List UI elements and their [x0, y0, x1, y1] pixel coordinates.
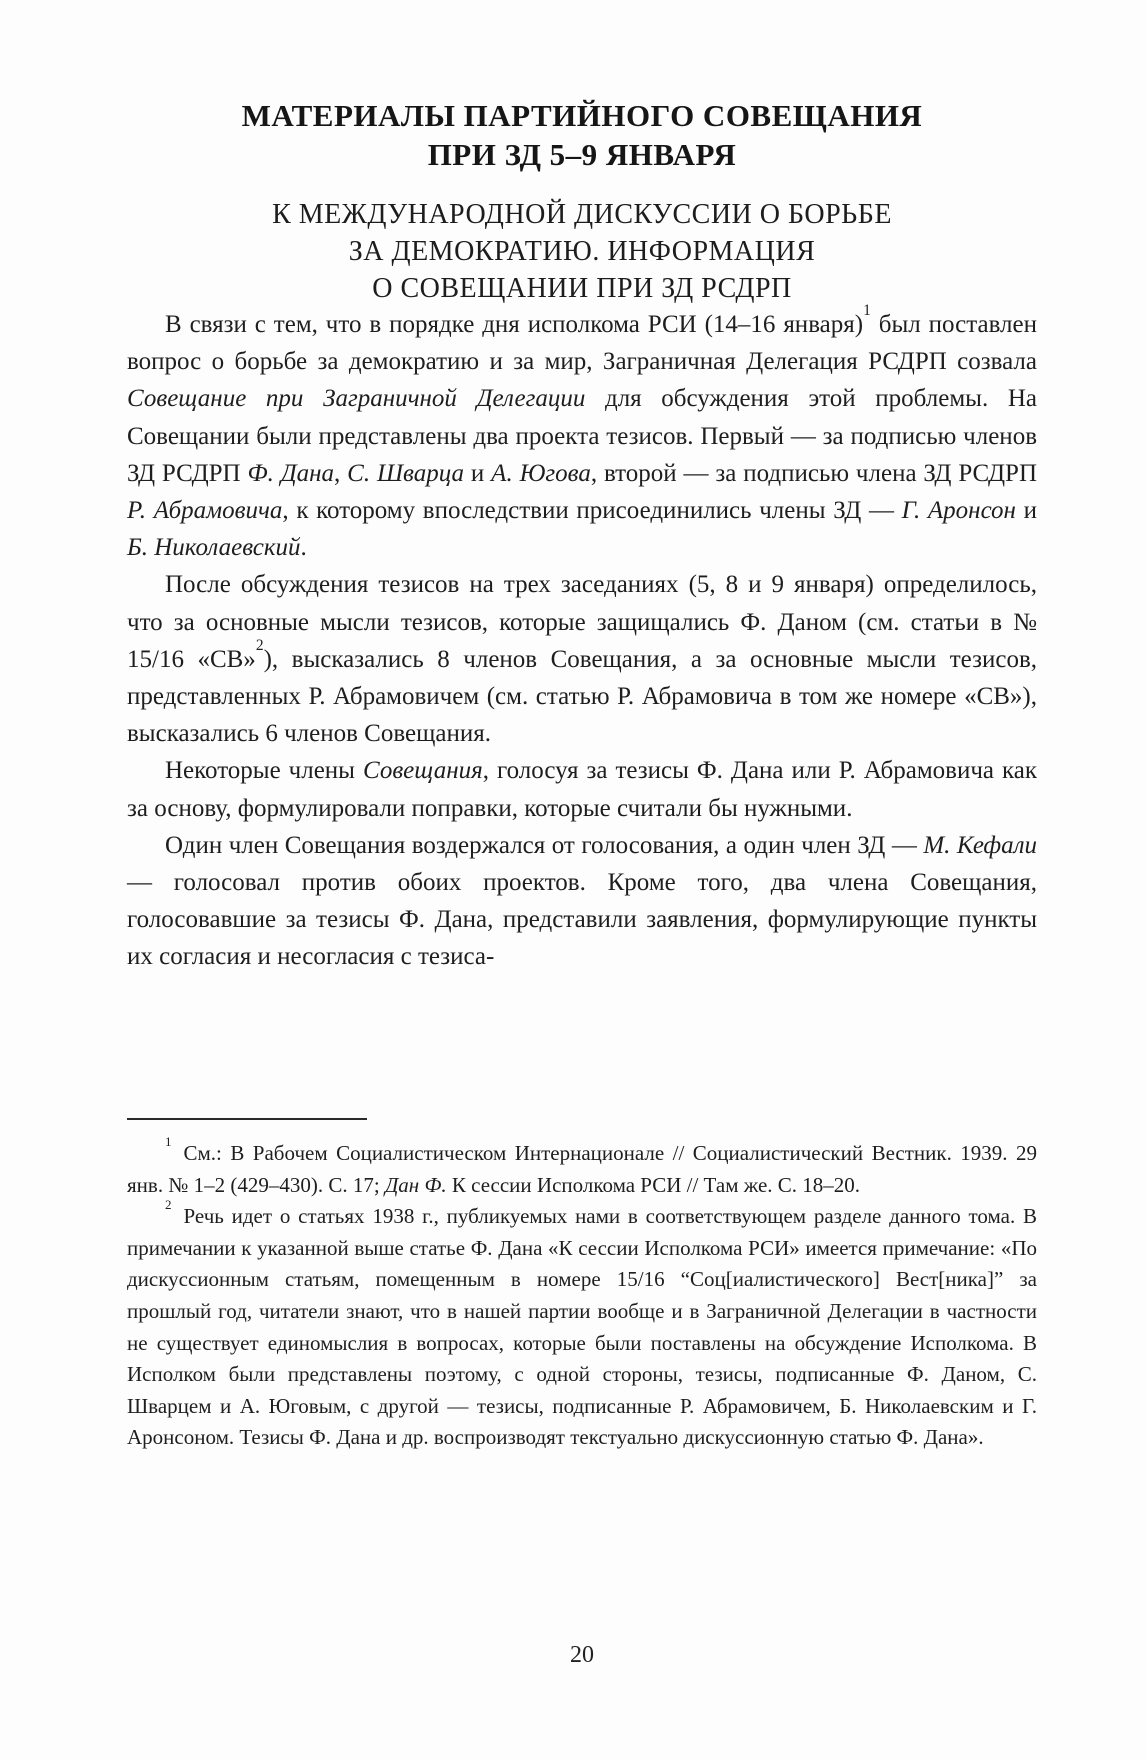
- emphasized-text-run: Совещания: [362, 757, 483, 785]
- text-run: Речь идет о статьях 1938 г., публикуемых нами в соответствующем разделе данного тома. В примечании к указанной выше статье Ф. Дана «К сессии Исполкома РСИ» имеется примечание: «По дискуссионным статьям, помещенным в номере 15/16 “Соц[иалистического] Вест[ника]” за прошлый год, читатели знают, что в нашей партии вообще и в Заграничной Делегации в частности не существует единомыслия в вопросах, которые были поставлены на обсуждение Исполкома. В Исполком были представлены поэтому, с одной стороны, тезисы, подписанные Ф. Даном, С. Шварцем и А. Юговым, с другой — тезисы, подписанные Р. Абрамовичем, Б. Николаевским и Г. Аронсоном. Тезисы Ф. Дана и др. воспроизводят текстуально дискуссионную статью Ф. Дана».: [127, 1204, 1037, 1450]
- text-run: для обсуждения этой проблемы. На Совещании были представлены два проекта тезисов. Первый — за подписью членов ЗД РСДРП: [127, 385, 1037, 487]
- footnote-marker: 1: [165, 1133, 172, 1149]
- text-run: Некоторые члены: [165, 757, 363, 785]
- emphasized-text-run: Дан Ф.: [384, 1172, 447, 1197]
- footnote-2: [127, 1196, 1037, 1454]
- text-run: К сессии Исполкома РСИ // Там же. С. 18–20.: [446, 1172, 861, 1197]
- emphasized-text-run: Б. Николаевский: [127, 534, 301, 562]
- paragraph-3: [127, 752, 1037, 826]
- emphasized-text-run: М. Кефали: [923, 831, 1037, 859]
- text-run: Один член Совещания воздержался от голосования, а один член ЗД —: [165, 831, 924, 859]
- footnote-reference: 1: [863, 301, 871, 319]
- emphasized-text-run: Совещание при Заграничной Делегации: [127, 385, 586, 413]
- text-run: .: [300, 534, 307, 562]
- footnote-text: [127, 1204, 1037, 1449]
- text-run: — голосовал против обоих проектов. Кроме того, два члена Совещания, голосовавшие за тезисы Ф. Дана, представили заявления, формулирующие пункты их согласия и несогласия с тезиса-: [127, 869, 1037, 971]
- paragraph-1: [127, 301, 1038, 566]
- footnote-separator-rule: [127, 1118, 367, 1120]
- section-heading: [127, 96, 1037, 174]
- text-run: был поставлен вопрос о борьбе за демократию и за мир, Заграничная Делегация РСДРП созвала: [127, 311, 1037, 376]
- text-run: В связи с тем, что в порядке дня исполкома РСИ (14–16 января): [165, 311, 864, 338]
- article-title-line: ЗА ДЕМОКРАТИЮ. ИНФОРМАЦИЯ: [348, 236, 816, 267]
- footnote-1: [127, 1133, 1037, 1201]
- text-run: ,: [334, 459, 348, 487]
- text-run: , к которому впоследствии присоединились члены ЗД —: [282, 497, 902, 525]
- body-text: [127, 301, 1038, 976]
- text-run: , второй — за подписью члена ЗД РСДРП: [590, 459, 1037, 487]
- page-number: 20: [570, 1642, 594, 1668]
- article-title-line: К МЕЖДУНАРОДНОЙ ДИСКУССИИ О БОРЬБЕ: [272, 199, 892, 230]
- paragraph-4: [127, 827, 1037, 976]
- text-run: После обсуждения тезисов на трех заседаниях (5, 8 и 9 января) определилось, что за основные мысли тезисов, которые защищались Ф. Даном (см. статьи в № 15/16 «СВ»: [127, 571, 1037, 673]
- emphasized-text-run: А. Югова: [491, 459, 591, 487]
- section-heading-line: ПРИ ЗД 5–9 ЯНВАРЯ: [427, 137, 737, 172]
- section-heading-line: МАТЕРИАЛЫ ПАРТИЙНОГО СОВЕЩАНИЯ: [241, 98, 923, 133]
- footnote-reference: 2: [255, 636, 264, 654]
- text-run: См.: В Рабочем Социалистическом Интернационале // Социалистический Вестник. 1939. 29 янв. № 1–2 (429–430). С. 17;: [127, 1141, 1037, 1197]
- emphasized-text-run: Р. Абрамовича: [127, 497, 283, 525]
- emphasized-text-run: Г. Аронсон: [901, 497, 1016, 525]
- footnote-marker: 2: [165, 1196, 172, 1212]
- text-run: и: [464, 459, 492, 487]
- article-title-line: О СОВЕЩАНИИ ПРИ ЗД РСДРП: [372, 273, 792, 304]
- article-title: [127, 196, 1037, 307]
- paragraph-2: [127, 566, 1037, 752]
- text-run: , голосуя за тезисы Ф. Дана или Р. Абрамовича как за основу, формулировали поправки, которые считали бы нужными.: [127, 757, 1037, 822]
- text-run: и: [1015, 497, 1038, 525]
- text-run: ), высказались 8 членов Совещания, а за основные мысли тезисов, представленных Р. Абрамовичем (см. статью Р. Абрамовича в том же номере «СВ»), высказались 6 членов Совещания.: [127, 645, 1037, 748]
- emphasized-text-run: Ф. Дана: [247, 459, 335, 487]
- emphasized-text-run: С. Шварца: [347, 459, 465, 487]
- footnote-text: [127, 1141, 1037, 1197]
- footnotes-section: [127, 1118, 1037, 1454]
